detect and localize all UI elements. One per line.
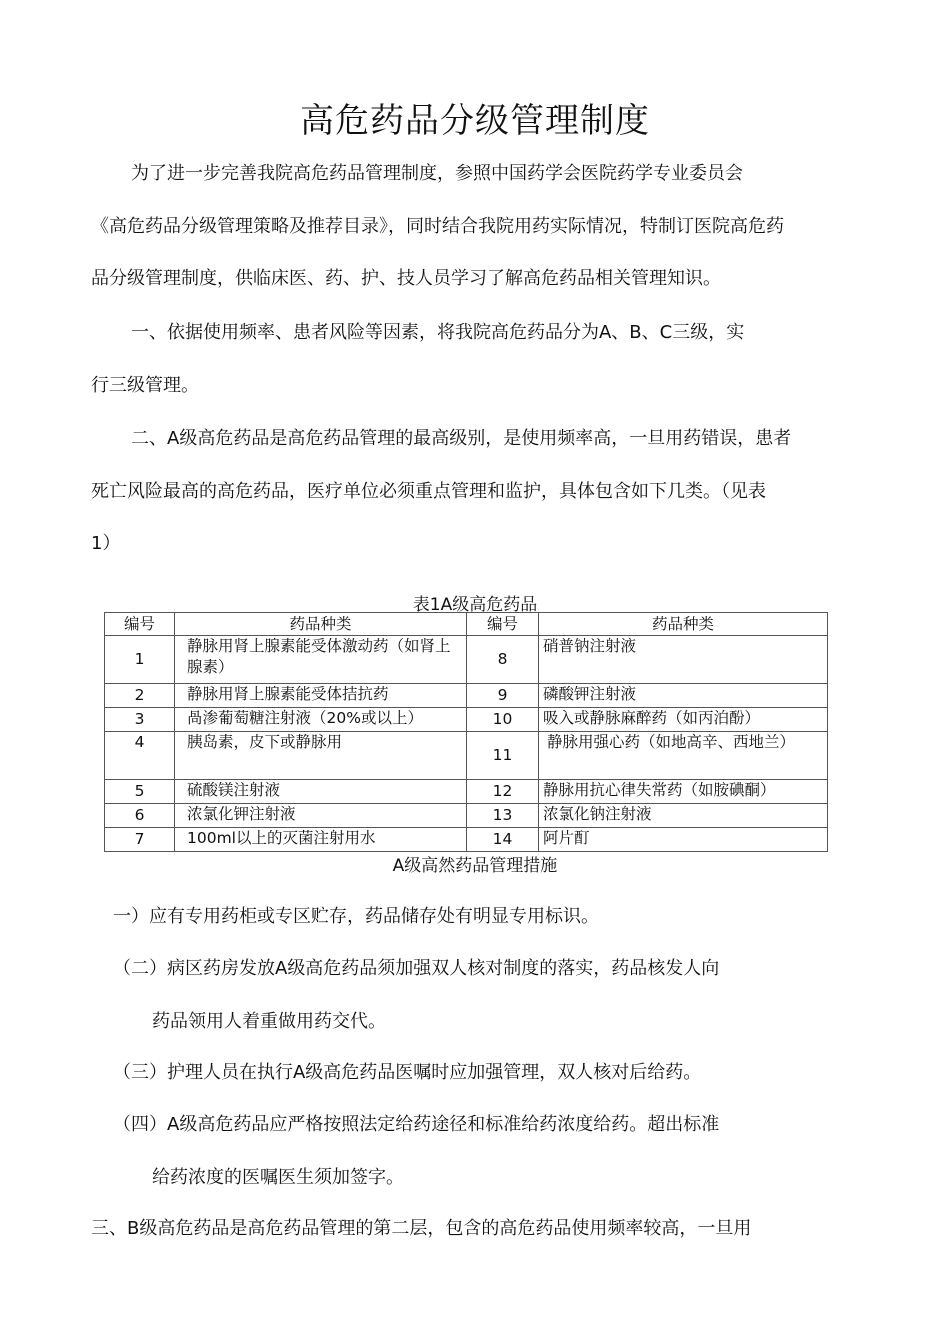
table-subtitle: A级高然药品管理措施 — [392, 856, 558, 876]
row-number: 10 — [467, 708, 539, 732]
paragraph-line: 1） — [91, 533, 121, 554]
paragraph-line: 行三级管理。 — [91, 375, 199, 396]
row-number: 8 — [467, 636, 539, 684]
table-row — [105, 732, 828, 780]
drug-name: 磷酸钾注射液 — [539, 684, 828, 708]
row-number: 6 — [105, 804, 175, 828]
measure-line: 药品领用人着重做用药交代。 — [152, 1011, 386, 1032]
drug-name: 吸入或静脉麻醉药（如丙泊酚） — [539, 708, 828, 732]
measure-line: （三）护理人员在执行A级高危药品医嘱时应加强管理，双人核对后给药。 — [113, 1062, 702, 1083]
measure-line: （二）病区药房发放A级高危药品须加强双人核对制度的落实，药品核发人向 — [113, 958, 720, 979]
drug-name: 硝普钠注射液 — [539, 636, 828, 684]
table-row — [105, 684, 828, 708]
row-number: 12 — [467, 780, 539, 804]
row-number: 2 — [105, 684, 175, 708]
drug-name: 静脉用肾上腺素能受体拮抗药 — [175, 684, 467, 708]
row-number: 1 — [105, 636, 175, 684]
drug-name: 胰岛素，皮下或静脉用 — [175, 732, 467, 780]
table-row — [105, 708, 828, 732]
paragraph-line: 为了进一步完善我院高危药品管理制度，参照中国药学会医院药学专业委员会 — [131, 163, 743, 184]
measure-line: （四）A级高危药品应严格按照法定给药途径和标准给药浓度给药。超出标准 — [113, 1114, 720, 1135]
header-drug-category: 药品种类 — [175, 613, 467, 636]
measure-line: 给药浓度的医嘱医生须加签字。 — [152, 1167, 404, 1188]
row-number: 11 — [467, 732, 539, 780]
row-number: 5 — [105, 780, 175, 804]
row-number: 3 — [105, 708, 175, 732]
table-row — [105, 636, 828, 684]
document-title: 高危药品分级管理制度 — [300, 101, 650, 141]
header-drug-category: 药品种类 — [539, 613, 828, 636]
paragraph-line: 死亡风险最高的高危药品，医疗单位必须重点管理和监护，具体包含如下几类。（见表 — [91, 481, 766, 502]
row-number: 13 — [467, 804, 539, 828]
table-header-row — [105, 613, 828, 636]
measure-line: 一）应有专用药柜或专区贮存，药品储存处有明显专用标识。 — [113, 906, 599, 927]
drug-name: 浓氯化钠注射液 — [539, 804, 828, 828]
table-row — [105, 780, 828, 804]
drug-name: 阿片酊 — [539, 828, 828, 852]
table-row — [105, 828, 828, 852]
drug-name: 静脉用强心药（如地高辛、西地兰） — [539, 732, 828, 780]
paragraph-line: 二、A级高危药品是高危药品管理的最高级别，是使用频率高，一旦用药错误，患者 — [131, 428, 792, 449]
table-row — [105, 804, 828, 828]
drug-name: 咼渗葡萄糖注射液（20%或以上） — [175, 708, 467, 732]
row-number: 14 — [467, 828, 539, 852]
drug-name: 100ml以上的灭菌注射用水 — [175, 828, 467, 852]
paragraph-line: 品分级管理制度，供临床医、药、护、技人员学习了解高危药品相关管理知识。 — [91, 268, 721, 289]
row-number: 9 — [467, 684, 539, 708]
drug-table — [104, 612, 828, 852]
paragraph-line: 《高危药品分级管理策略及推荐目录》，同时结合我院用药实际情况，特制订医院高危药 — [91, 216, 784, 237]
header-number: 编号 — [467, 613, 539, 636]
drug-name: 静脉用肾上腺素能受体激动药（如肾上腺素） — [175, 636, 467, 684]
paragraph-line: 一、依据使用频率、患者风险等因素，将我院高危药品分为A、B、C三级，实 — [131, 322, 745, 343]
row-number: 7 — [105, 828, 175, 852]
drug-name: 静脉用抗心律失常药（如胺碘酮） — [539, 780, 828, 804]
measure-line: 三、B级高危药品是高危药品管理的第二层，包含的高危药品使用频率较高，一旦用 — [91, 1218, 752, 1239]
drug-name: 浓氯化钾注射液 — [175, 804, 467, 828]
drug-name: 硫酸镁注射液 — [175, 780, 467, 804]
row-number: 4 — [105, 732, 175, 780]
header-number: 编号 — [105, 613, 175, 636]
table-caption: 表1A级高危药品 — [412, 595, 538, 615]
